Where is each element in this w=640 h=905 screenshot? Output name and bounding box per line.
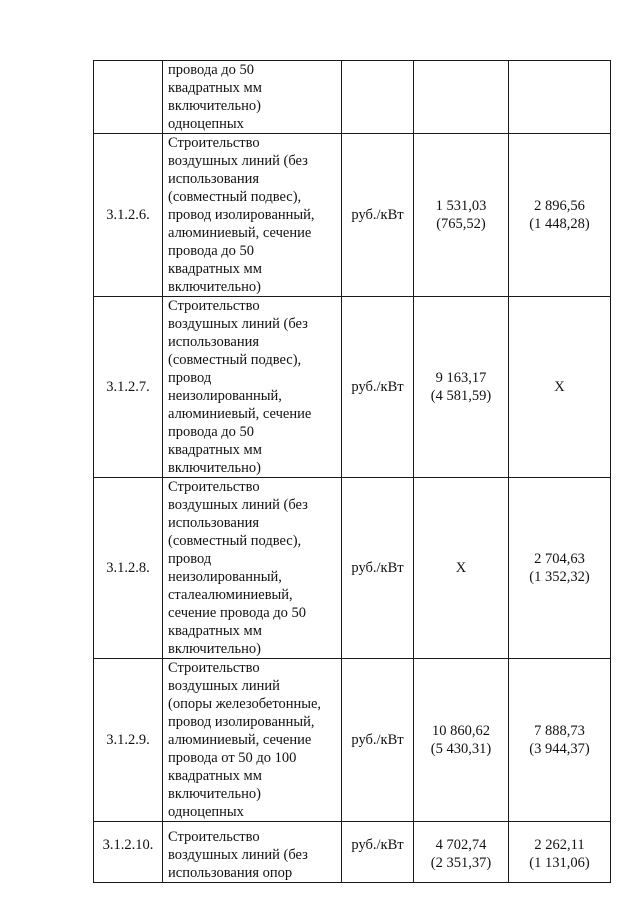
- row-value2-cell: 2 704,63 (1 352,32): [509, 478, 611, 659]
- row-number-cell: 3.1.2.10.: [94, 822, 163, 883]
- row-description-cell: Строительство воздушных линий (без использования (совместный подвес), провод неизолированный, алюминиевый, сечение провода до 50 квадратных мм включительно): [163, 297, 342, 478]
- row-value1-cell: 9 163,17 (4 581,59): [414, 297, 509, 478]
- row-unit-cell: руб./кВт: [342, 134, 414, 297]
- row-value1-cell: 4 702,74 (2 351,37): [414, 822, 509, 883]
- row-number-cell: 3.1.2.7.: [94, 297, 163, 478]
- row-description-cell: Строительство воздушных линий (без использования (совместный подвес), провод неизолированный, сталеалюминиевый, сечение провода до 50 квадратных мм включительно): [163, 478, 342, 659]
- table-row: [94, 659, 611, 822]
- row-value1-cell: 1 531,03 (765,52): [414, 134, 509, 297]
- row-description-cell: Строительство воздушных линий (без использования (совместный подвес), провод изолированный, алюминиевый, сечение провода до 50 квадратных мм включительно): [163, 134, 342, 297]
- row-value2-cell: X: [509, 297, 611, 478]
- row-description-cell: провода до 50 квадратных мм включительно) одноцепных: [163, 61, 342, 134]
- row-unit-cell: руб./кВт: [342, 822, 414, 883]
- row-number-cell: 3.1.2.6.: [94, 134, 163, 297]
- table-row: [94, 822, 611, 883]
- row-value2-cell: 7 888,73 (3 944,37): [509, 659, 611, 822]
- row-value1-cell: X: [414, 478, 509, 659]
- row-number-cell: 3.1.2.8.: [94, 478, 163, 659]
- row-unit-cell: [342, 61, 414, 134]
- row-unit-cell: руб./кВт: [342, 659, 414, 822]
- table-row: [94, 134, 611, 297]
- row-value1-cell: 10 860,62 (5 430,31): [414, 659, 509, 822]
- row-unit-cell: руб./кВт: [342, 297, 414, 478]
- row-unit-cell: руб./кВт: [342, 478, 414, 659]
- tariff-table: [93, 60, 611, 883]
- row-value1-cell: [414, 61, 509, 134]
- row-number-cell: [94, 61, 163, 134]
- table-row: [94, 61, 611, 134]
- row-description-cell: Строительство воздушных линий (без использования опор: [163, 822, 342, 883]
- row-value2-cell: 2 896,56 (1 448,28): [509, 134, 611, 297]
- row-number-cell: 3.1.2.9.: [94, 659, 163, 822]
- table-row: [94, 297, 611, 478]
- row-description-cell: Строительство воздушных линий (опоры железобетонные, провод изолированный, алюминиевый, сечение провода от 50 до 100 квадратных мм включительно) одноцепных: [163, 659, 342, 822]
- row-value2-cell: [509, 61, 611, 134]
- row-value2-cell: 2 262,11 (1 131,06): [509, 822, 611, 883]
- table-row: [94, 478, 611, 659]
